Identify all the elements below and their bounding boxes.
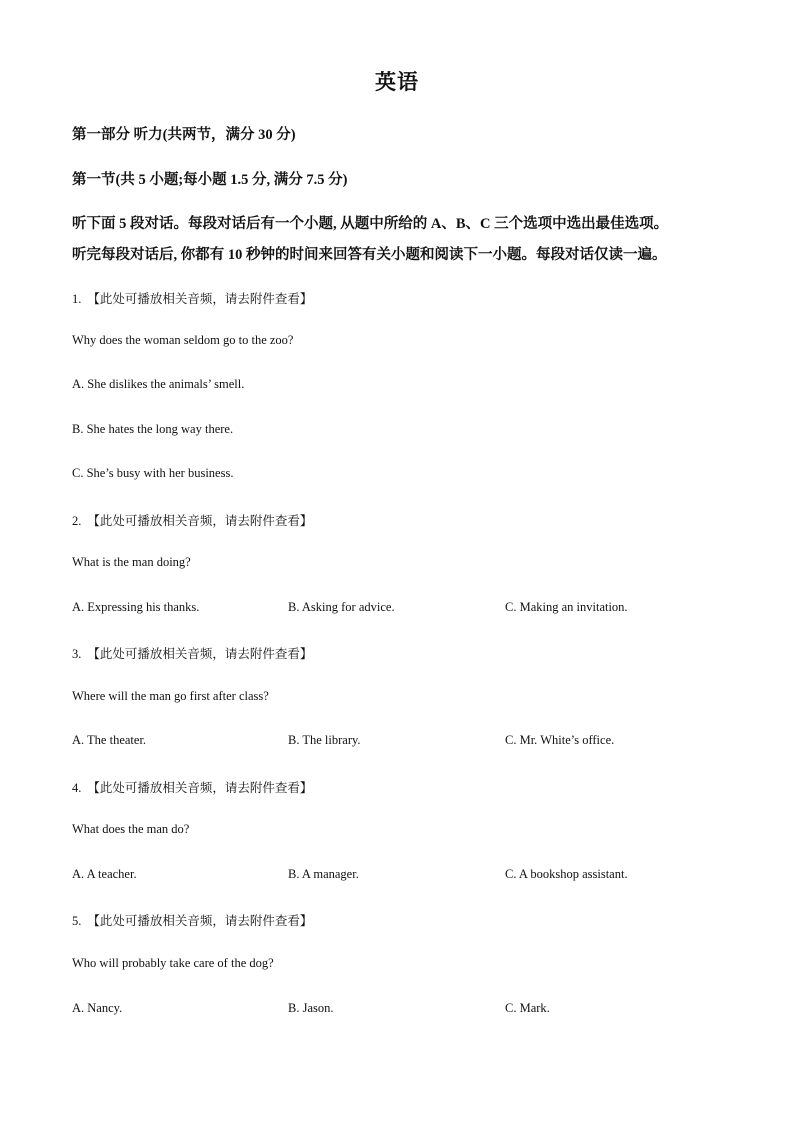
option-c: C. Making an invitation. [505,600,628,614]
instruction-line-1: 听下面 5 段对话。每段对话后有一个小题, 从题中所给的 A、B、C 三个选项中选出最佳选项。 [72,216,669,232]
question-2-header [72,511,312,529]
option-b: B. Jason. [288,1001,334,1015]
question-2-text: What is the man doing? [72,555,191,569]
audio-placeholder-link[interactable]: 【此处可播放相关音频，请去附件查看】 [87,647,313,661]
question-4-text: What does the man do? [72,822,190,836]
option-a: A. A teacher. [72,867,137,881]
option-a: A. Expressing his thanks. [72,600,200,614]
question-4-options [72,867,732,885]
option-b: B. Asking for advice. [288,600,395,614]
question-5-header [72,911,312,929]
audio-placeholder-link[interactable]: 【此处可播放相关音频，请去附件查看】 [87,514,313,528]
question-1-text: Why does the woman seldom go to the zoo? [72,333,294,347]
question-1-option-a: A. She dislikes the animals’ smell. [72,377,245,391]
question-3-header [72,644,312,662]
section-heading: 第一节(共 5 小题;每小题 1.5 分, 满分 7.5 分) [72,172,348,188]
question-number: 2. [72,514,82,528]
question-4-header [72,778,312,796]
question-2-options [72,600,732,618]
option-c: C. Mark. [505,1001,550,1015]
question-number: 3. [72,647,82,661]
audio-placeholder-link[interactable]: 【此处可播放相关音频，请去附件查看】 [87,781,313,795]
question-5-options [72,1001,732,1019]
question-1-header [72,289,312,307]
audio-placeholder-link[interactable]: 【此处可播放相关音频，请去附件查看】 [87,292,313,306]
option-a: A. Nancy. [72,1001,123,1015]
question-number: 5. [72,914,82,928]
question-1-option-c: C. She’s busy with her business. [72,466,234,480]
question-1-option-b: B. She hates the long way there. [72,422,234,436]
option-c: C. Mr. White’s office. [505,733,615,747]
question-3-options [72,733,732,751]
question-5-text: Who will probably take care of the dog? [72,956,274,970]
instruction-line-2: 听完每段对话后, 你都有 10 秒钟的时间来回答有关小题和阅读下一小题。每段对话仅读一遍。 [72,247,667,263]
option-b: B. The library. [288,733,361,747]
part-heading: 第一部分 听力(共两节，满分 30 分) [72,127,296,143]
question-3-text: Where will the man go first after class? [72,689,269,703]
option-c: C. A bookshop assistant. [505,867,628,881]
page-title: 英语 [375,70,419,94]
question-number: 4. [72,781,82,795]
question-number: 1. [72,292,82,306]
option-b: B. A manager. [288,867,359,881]
option-a: A. The theater. [72,733,147,747]
audio-placeholder-link[interactable]: 【此处可播放相关音频，请去附件查看】 [87,914,313,928]
